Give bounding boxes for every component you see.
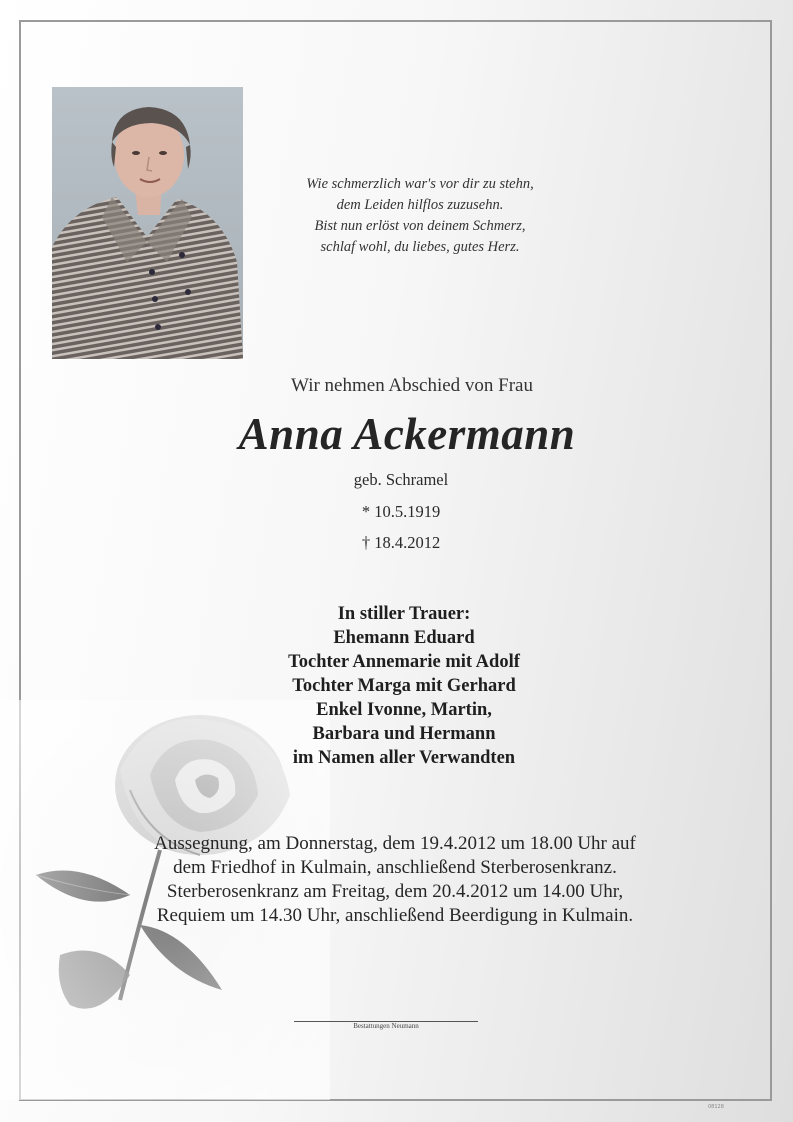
maiden-name: geb. Schramel bbox=[353, 470, 449, 489]
birth-date: * 10.5.1919 bbox=[361, 502, 441, 521]
service-line: dem Friedhof in Kulmain, anschließend Sterberosenkranz. bbox=[173, 857, 617, 878]
death-date: † 18.4.2012 bbox=[361, 533, 441, 552]
poem-line: Wie schmerzlich war's vor dir zu stehn, bbox=[306, 176, 534, 192]
funeral-home-name: Bestattungen Neumann bbox=[353, 1022, 419, 1030]
mourner-line: Ehemann Eduard bbox=[333, 628, 475, 648]
document-code: 08128 bbox=[708, 1104, 724, 1110]
mourner-line: Tochter Annemarie mit Adolf bbox=[288, 652, 520, 672]
service-line: Aussegnung, am Donnerstag, dem 19.4.2012 um 18.00 Uhr auf bbox=[154, 833, 636, 854]
mourner-line: im Namen aller Verwandten bbox=[292, 748, 516, 768]
service-line: Requiem um 14.30 Uhr, anschließend Beerdigung in Kulmain. bbox=[156, 905, 634, 926]
mourners-heading: In stiller Trauer: bbox=[337, 604, 471, 624]
mourner-line: Tochter Marga mit Gerhard bbox=[292, 676, 516, 696]
mourners-list bbox=[0, 602, 793, 770]
poem-line: Bist nun erlöst von deinem Schmerz, bbox=[314, 218, 526, 234]
deceased-name: Anna Ackermann bbox=[238, 409, 576, 459]
service-line: Sterberosenkranz am Freitag, dem 20.4.2012 um 14.00 Uhr, bbox=[166, 881, 624, 902]
poem-line: dem Leiden hilflos zuzusehn. bbox=[336, 197, 504, 213]
poem-line: schlaf wohl, du liebes, gutes Herz. bbox=[320, 239, 520, 255]
portrait-photo bbox=[52, 87, 243, 359]
mourner-line: Enkel Ivonne, Martin, bbox=[316, 700, 492, 720]
mourner-line: Barbara und Hermann bbox=[312, 724, 496, 744]
memorial-poem bbox=[270, 174, 570, 258]
service-details bbox=[0, 832, 790, 928]
farewell-intro: Wir nehmen Abschied von Frau bbox=[291, 375, 533, 396]
